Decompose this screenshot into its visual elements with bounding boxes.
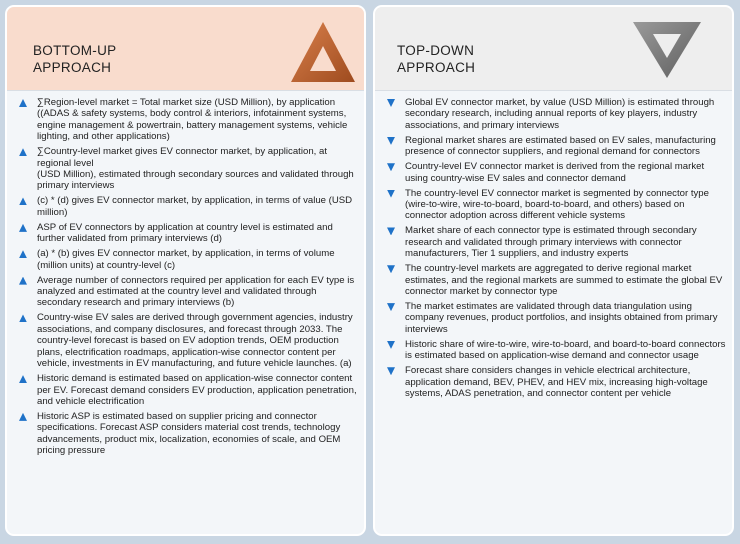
triangle-down-bullet-icon [387,190,395,198]
list-item-text: (c) * (d) gives EV connector market, by application, in terms of value (USD million) [37,195,353,218]
bottom-up-list [15,97,360,460]
list-item [383,365,728,399]
list-item [383,301,728,335]
list-item-text: ASP of EV connectors by application at country level is estimated and further validated from primary interviews (d) [37,221,333,245]
top-down-list [383,97,728,403]
list-item [383,339,728,362]
list-item-text: Historic demand is estimated based on application-wise connector content per EV. Forecast demand considers EV production, application penetration, and vehicle electrification [37,373,357,407]
list-item [15,275,360,309]
upward-triangle-icon [290,21,356,83]
top-down-title [397,42,475,76]
list-item [15,222,360,245]
triangle-up-bullet-icon [19,250,27,258]
bottom-up-header [7,7,364,91]
triangle-down-bullet-icon [387,303,395,311]
list-item-text: Average number of connectors required per application for each EV type is analyzed and estimated at the country level and validated through secondary research and primary interviews (b) [37,274,355,309]
list-item-text: The country-level markets are aggregated to derive regional market estimates, and the regional markets are summed to estimate the global EV connector market by connector type [405,263,723,298]
triangle-up-bullet-icon [19,197,27,205]
list-item [15,411,360,457]
downward-triangle-icon [632,21,702,79]
list-item-text: Country-wise EV sales are derived through government agencies, industry associations, and company disclosures, and forecast through 2033. The country-level forecast is based on EV adoption trends, OEM production plans, electrification roadmaps, application-wise connector content per vehicle, investments in EV manufacturing, and future vehicle launches. (a) [37,312,353,370]
triangle-down-bullet-icon [387,99,395,107]
list-item [15,248,360,271]
list-item-text: Market share of each connector type is estimated through secondary research and validated through primary interviews with connector manufacturers, Tier 1 suppliers, and industry experts [405,225,697,260]
list-item [15,312,360,369]
triangle-down-bullet-icon [387,137,395,145]
top-down-title-line2: APPROACH [397,60,476,75]
list-item [15,195,360,218]
triangle-up-bullet-icon [19,413,27,421]
list-item [383,263,728,297]
triangle-up-bullet-icon [19,148,27,156]
list-item-text: Regional market shares are estimated based on EV sales, manufacturing presence of connector suppliers, and regional demand for connectors [405,134,716,158]
list-item-text: Forecast share considers changes in vehicle electrical architecture, application demand, BEV, PHEV, and HEV mix, increasing high-voltage systems, ADAS penetration, and connector content per vehicle [405,365,708,400]
triangle-up-bullet-icon [19,277,27,285]
bottom-up-title-line2: APPROACH [33,60,112,75]
list-item [15,373,360,407]
list-item-text: Global EV connector market, by value (USD Million) is estimated through secondary research, including annual reports of key players, industry associations, and primary interviews [405,97,715,131]
list-item-text: Historic ASP is estimated based on supplier pricing and connector specifications. Forecast ASP considers material cost trends, technology advancements, product mix, localization, economies of scale, and OEM pricing pressure [37,410,341,457]
list-item-text: (a) * (b) gives EV connector market, by application, in terms of volume (million units) at country-level (c) [37,248,335,271]
triangle-down-bullet-icon [387,227,395,235]
list-item-text: The country-level EV connector market is segmented by connector type (wire-to-wire, wire-to-board, board-to-board, and others) based on connector adoption across different vehicle systems [405,187,709,222]
triangle-up-bullet-icon [19,224,27,232]
list-item [383,97,728,131]
top-down-title-line1: TOP-DOWN [397,43,475,58]
triangle-down-bullet-icon [387,341,395,349]
list-item-text: Historic share of wire-to-wire, wire-to-board, and board-to-board connectors is estimated based on application-wise demand and connector usage [405,338,726,362]
list-item-text: ∑Country-level market gives EV connector market, by application, at regional level (USD Million), estimated through secondary sources and validated through primary interviews [37,146,354,192]
list-item [15,97,360,143]
triangle-up-bullet-icon [19,375,27,383]
list-item [15,146,360,192]
bottom-up-title-line1: BOTTOM-UP [33,43,117,58]
list-item [383,161,728,184]
bottom-up-title [33,42,116,76]
list-item [383,135,728,158]
top-down-panel [373,5,734,536]
bottom-up-panel [5,5,366,536]
triangle-up-bullet-icon [19,99,27,107]
list-item-text: ∑Region-level market = Total market size (USD Million), by application ((ADAS & safety systems, body control & interiors, infotainment systems, engine management & powertrain, battery management systems, vehicle lighting, and other applications) [37,97,348,143]
triangle-down-bullet-icon [387,163,395,171]
triangle-down-bullet-icon [387,367,395,375]
top-down-header [375,7,732,91]
list-item-text: Country-level EV connector market is derived from the regional market using country-wise EV sales and connector demand [405,161,705,184]
triangle-up-bullet-icon [19,314,27,322]
list-item [383,225,728,259]
list-item-text: The market estimates are validated through data triangulation using company revenues, product portfolios, and insights obtained from primary interviews [405,301,718,335]
list-item [383,188,728,222]
triangle-down-bullet-icon [387,265,395,273]
